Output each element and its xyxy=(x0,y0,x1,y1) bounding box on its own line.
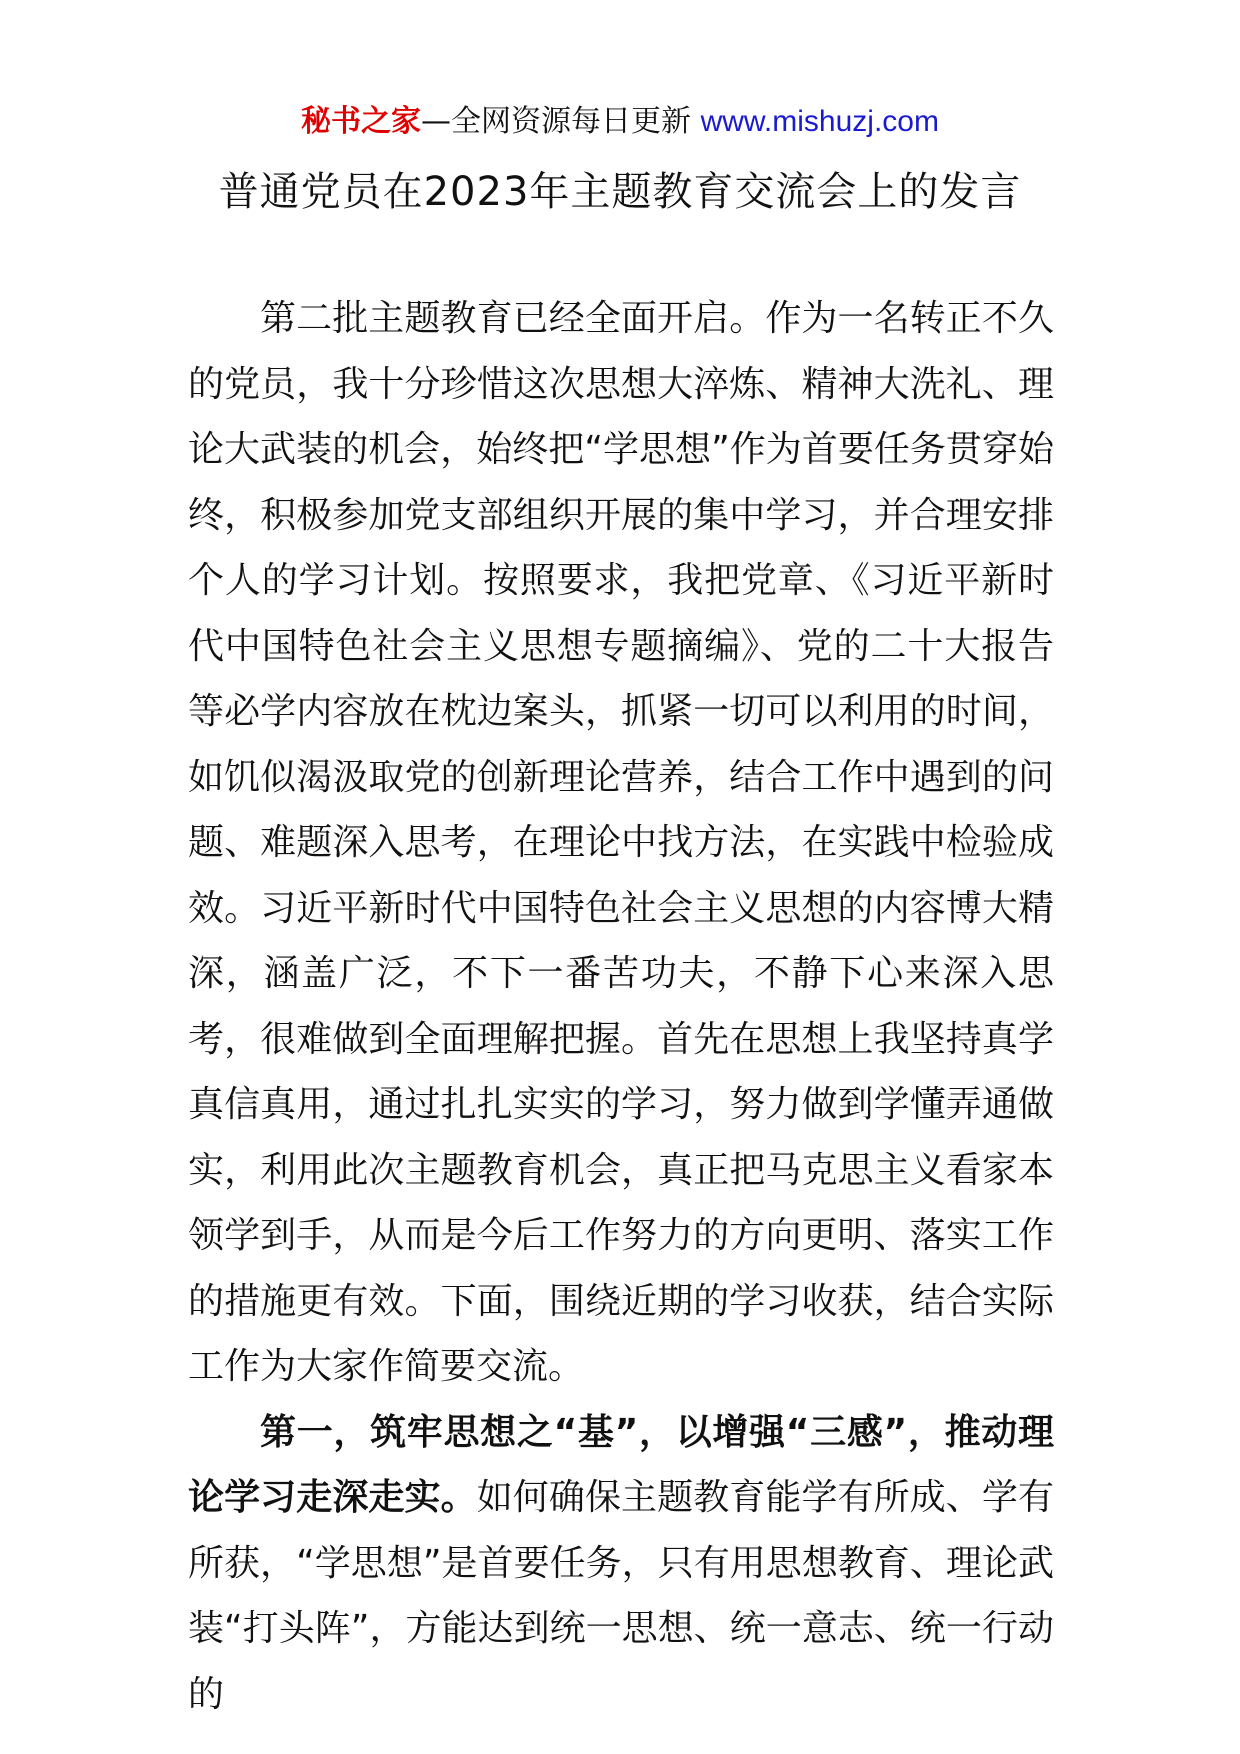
document-title: 普通党员在2023年主题教育交流会上的发言 xyxy=(218,169,1022,215)
site-url-link[interactable]: www.mishuzj.com xyxy=(700,105,939,138)
paragraph-text: 如何确保主题教育能学有所成、学有所获，“学思想”是首要任务，只有用思想教育、理论武装“打头阵”，方能达到统一思想、统一意志、统一行动的 xyxy=(188,1477,1054,1715)
document-body xyxy=(188,286,1054,1727)
paragraph-intro: 第二批主题教育已经全面开启。作为一名转正不久的党员，我十分珍惜这次思想大淬炼、精神大洗礼、理论大武装的机会，始终把“学思想”作为首要任务贯穿始终，积极参加党支部组织开展的集中学习，并合理安排个人的学习计划。按照要求，我把党章、《习近平新时代中国特色社会主义思想专题摘编》、党的二十大报告等必学内容放在枕边案头，抓紧一切可以利用的时间，如饥似渴汲取党的创新理论营养，结合工作中遇到的问题、难题深入思考，在理论中找方法，在实践中检验成效。习近平新时代中国特色社会主义思想的内容博大精深，涵盖广泛，不下一番苦功夫，不静下心来深入思考，很难做到全面理解把握。首先在思想上我坚持真学真信真用，通过扎扎实实的学习，努力做到学懂弄通做实，利用此次主题教育机会，真正把马克思主义看家本领学到手，从而是今后工作努力的方向更明、落实工作的措施更有效。下面，围绕近期的学习收获，结合实际工作为大家作简要交流。 xyxy=(188,298,1054,1387)
paragraph-heading: 第一，筑牢思想之“基”，以增强“三感”，推动理论学习走深走实。 xyxy=(188,1411,1054,1518)
site-header xyxy=(0,100,1240,144)
site-name: 秘书之家 xyxy=(301,104,422,139)
paragraph-first-point xyxy=(188,1400,1054,1728)
site-tagline: —全网资源每日更新 xyxy=(421,104,701,139)
